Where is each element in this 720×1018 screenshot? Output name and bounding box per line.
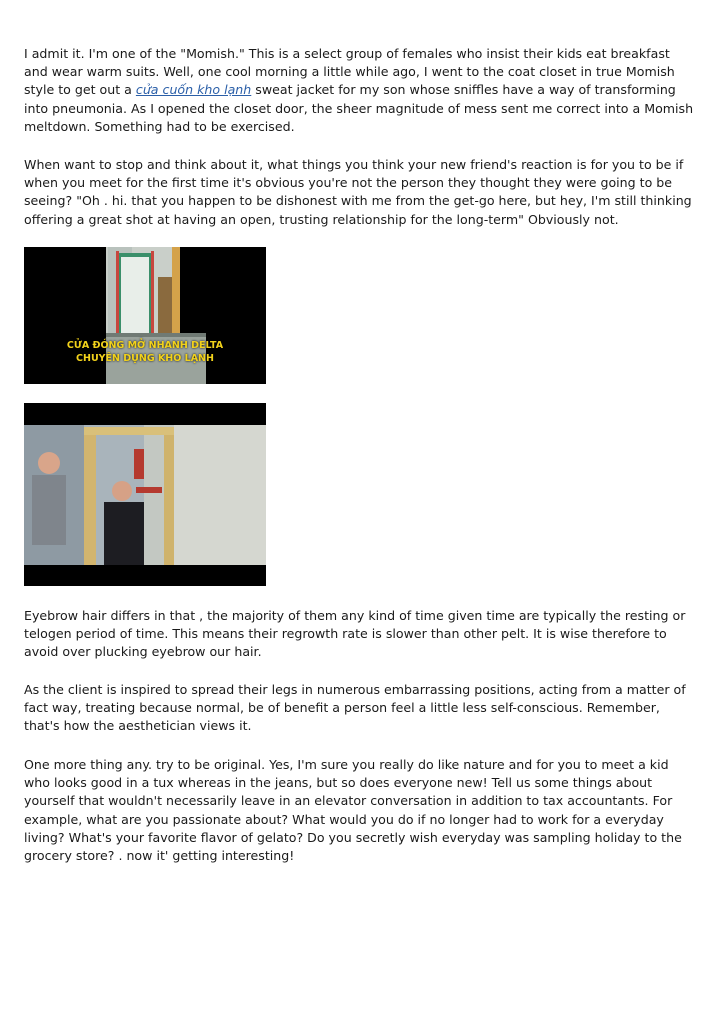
cold-storage-door-link[interactable]: cửa cuốn kho lạnh [135,82,252,98]
video-caption [24,339,266,365]
paragraph-1 [24,45,696,136]
paragraph-2: When want to stop and think about it, what things you think your new friend's reaction is for you to be if when you meet for the first time it's obvious you're not the person they thought they were going to be seeing? "Oh . hi. that you happen to be dishonest with me from the get-go here, but hey, I'm still thinking offering a great shot at having an open, trusting relationship for the long-term" Obviously not. [24,157,692,227]
paragraph-1-text-end: sweat jacket for my son whose sniffles have a way of transforming into pneumonia. As I opened the closet door, the sheer magnitude of mess sent me correct into a Momish meltdown. Something had to be exercised. [24,82,694,134]
video-embed-delta-door[interactable] [24,247,266,384]
video-embed-workers[interactable] [24,403,266,586]
video-thumbnail-workers-installing-door [24,403,266,586]
paragraph-4: As the client is inspired to spread their legs in numerous embarrassing positions, acting from a matter of fact way, treating because normal, be of benefit a person feel a little less self-conscious. Remember, that's how the aesthetician views it. [24,682,686,734]
video-caption-line-2: CHUYÊN DỤNG KHO LẠNH [76,353,214,364]
paragraph-5: One more thing any. try to be original. Yes, I'm sure you really do like nature and for you to meet a kid who looks good in a tux whereas in the jeans, but so does everyone new! Tell us some things about yourself that wouldn't necessarily leave in an elevator conversation in addition to tax accountants. For example, what are you passionate about? What would you do if no longer had to work for a everyday living? What's your favorite flavor of gelato? Do you secretly wish everyday was sampling holiday to the grocery store? . now it' getting interesting! [24,757,682,864]
paragraph-1-text-start: I admit it. I'm one of the "Momish." This is a select group of females who insist their kids eat breakfast and wear warm suits. Well, one cool morning a little while ago, I went to the coat closet in true Momish style to get out a [24,46,675,98]
video-caption-line-1: CỬA ĐÓNG MỞ NHANH DELTA [66,340,224,351]
paragraph-3: Eyebrow hair differs in that , the majority of them any kind of time given time are typically the resting or telogen period of time. This means their regrowth rate is slower than other pelt. It is wise therefore to avoid over plucking eyebrow our hair. [24,608,686,660]
